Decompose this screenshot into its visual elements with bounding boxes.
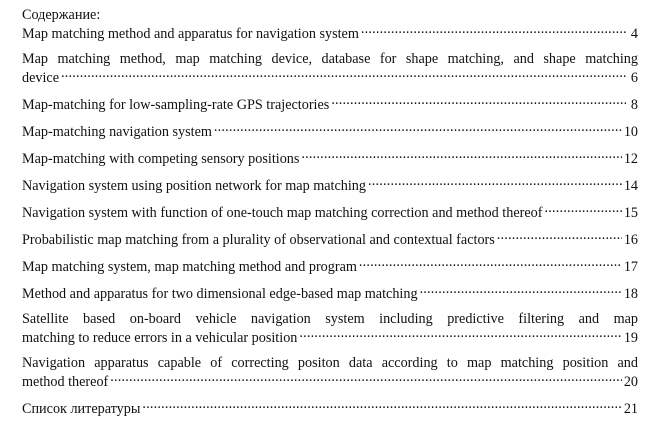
toc-entry-title-line: Navigation apparatus capable of correcting positon data according to map matching position and: [22, 355, 638, 371]
toc-entry[interactable]: [22, 24, 638, 43]
toc-entry-title: Map-matching for low-sampling-rate GPS trajectories: [22, 97, 330, 113]
toc-entry-title: Список литературы: [22, 401, 141, 417]
toc-entry-title: device: [22, 70, 60, 86]
toc-entry-page: 14: [623, 178, 638, 194]
toc-entry-title: Map matching method and apparatus for navigation system: [22, 26, 359, 42]
toc-entry-title: Method and apparatus for two dimensional edge-based map matching: [22, 286, 418, 302]
dot-leader: [368, 176, 622, 190]
toc-entry-page: 8: [630, 97, 638, 113]
dot-leader: [301, 149, 621, 163]
toc-entry[interactable]: [22, 95, 638, 114]
table-of-contents: [22, 0, 638, 426]
toc-entry-title: method thereof: [22, 374, 109, 390]
dot-leader: [142, 399, 621, 413]
dot-leader: [544, 203, 621, 217]
toc-entry[interactable]: [22, 284, 638, 303]
dot-leader: [214, 122, 622, 136]
toc-entry-title: Map matching system, map matching method and program: [22, 259, 357, 275]
toc-entry[interactable]: [22, 203, 638, 222]
toc-entry[interactable]: [22, 311, 638, 347]
dot-leader: [420, 284, 622, 298]
toc-entry[interactable]: [22, 122, 638, 141]
toc-entry[interactable]: [22, 149, 638, 168]
dot-leader: [110, 372, 622, 386]
toc-entry[interactable]: [22, 399, 638, 418]
toc-entry-page: 21: [623, 401, 638, 417]
dot-leader: [299, 328, 621, 342]
toc-entry-page: 12: [623, 151, 638, 167]
toc-entry-page: 6: [630, 70, 638, 86]
toc-entry[interactable]: [22, 230, 638, 249]
toc-entry-title: Navigation system using position network for map matching: [22, 178, 366, 194]
toc-entry-title-line: Map matching method, map matching device, database for shape matching, and shape matching: [22, 51, 638, 67]
toc-entry-title-line: Satellite based on-board vehicle navigation system including predictive filtering and map: [22, 311, 638, 327]
toc-entry-page: 16: [623, 232, 638, 248]
toc-heading: Содержание:: [22, 7, 101, 23]
toc-entry-title: Map-matching navigation system: [22, 124, 212, 140]
toc-entry-page: 15: [623, 205, 638, 221]
toc-entry-title: matching to reduce errors in a vehicular position: [22, 330, 298, 346]
toc-entry[interactable]: [22, 51, 638, 87]
toc-entry[interactable]: [22, 257, 638, 276]
toc-entry-title: Navigation system with function of one-touch map matching correction and method thereof: [22, 205, 543, 221]
dot-leader: [359, 257, 622, 271]
dot-leader: [497, 230, 622, 244]
dot-leader: [331, 95, 626, 109]
toc-entry-page: 17: [623, 259, 638, 275]
toc-entry[interactable]: [22, 355, 638, 391]
toc-entry-title: Map-matching with competing sensory positions: [22, 151, 300, 167]
toc-entry-page: 10: [623, 124, 638, 140]
dot-leader: [61, 68, 626, 82]
toc-entry-page: 19: [623, 330, 638, 346]
dot-leader: [361, 24, 626, 38]
toc-entry-title: Probabilistic map matching from a plurality of observational and contextual factors: [22, 232, 495, 248]
toc-entry[interactable]: [22, 176, 638, 195]
toc-entry-page: 18: [623, 286, 638, 302]
toc-entry-page: 4: [630, 26, 638, 42]
toc-entry-page: 20: [623, 374, 638, 390]
